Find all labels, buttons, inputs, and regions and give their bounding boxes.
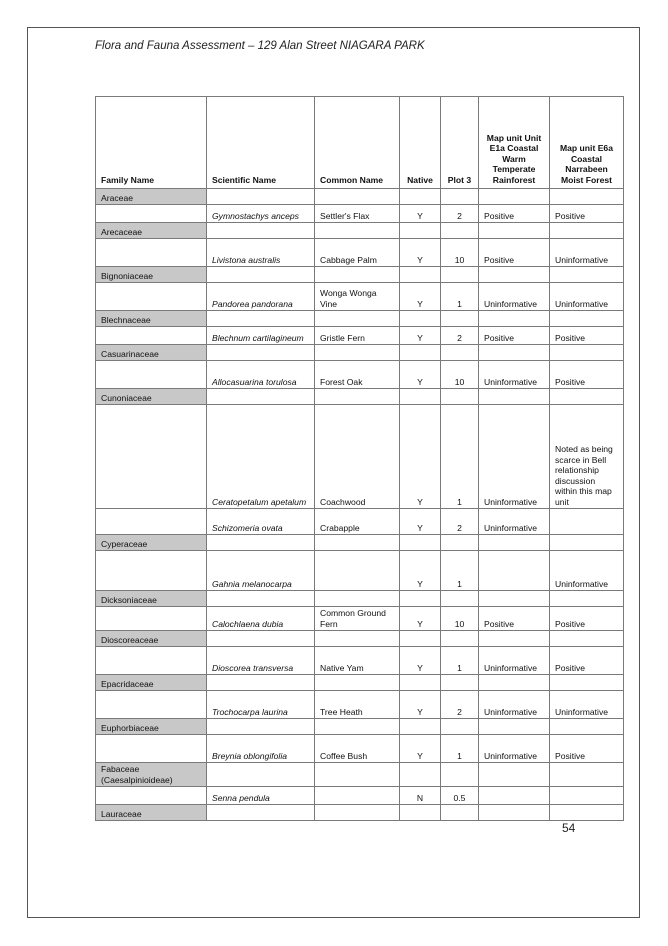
species-table [95, 96, 624, 821]
map-unit-e1a-cell: Uninformative [479, 361, 550, 389]
scientific-name-cell: Pandorea pandorana [207, 283, 315, 311]
scientific-name-cell: Trochocarpa laurina [207, 691, 315, 719]
map-unit-e1a-cell [479, 805, 550, 821]
native-cell: Y [400, 283, 441, 311]
plot-cell: 10 [441, 239, 479, 267]
common-name-cell [315, 719, 400, 735]
map-unit-e6a-cell: Positive [550, 327, 624, 345]
common-name-cell [315, 311, 400, 327]
plot-cell: 2 [441, 327, 479, 345]
common-name-cell [315, 189, 400, 205]
common-name-cell: Wonga Wonga Vine [315, 283, 400, 311]
plot-cell: 1 [441, 735, 479, 763]
map-unit-e6a-cell [550, 787, 624, 805]
table-header-row [96, 97, 624, 189]
native-cell [400, 675, 441, 691]
map-unit-e6a-cell [550, 591, 624, 607]
family-row [96, 675, 624, 691]
plot-cell: 10 [441, 361, 479, 389]
family-name-cell [96, 283, 207, 311]
scientific-name-cell [207, 719, 315, 735]
family-row [96, 267, 624, 283]
family-row [96, 591, 624, 607]
map-unit-e1a-cell [479, 631, 550, 647]
map-unit-e6a-cell: Positive [550, 205, 624, 223]
map-unit-e1a-cell: Positive [479, 607, 550, 631]
header-native: Native [400, 97, 441, 189]
scientific-name-cell: Blechnum cartilagineum [207, 327, 315, 345]
family-name-cell: Euphorbiaceae [96, 719, 207, 735]
header-scientific-name: Scientific Name [207, 97, 315, 189]
plot-cell [441, 631, 479, 647]
common-name-cell: Forest Oak [315, 361, 400, 389]
plot-cell: 2 [441, 509, 479, 535]
family-row [96, 345, 624, 361]
scientific-name-cell [207, 805, 315, 821]
plot-cell [441, 345, 479, 361]
common-name-cell [315, 267, 400, 283]
family-name-cell: Blechnaceae [96, 311, 207, 327]
family-name-cell: Dicksoniaceae [96, 591, 207, 607]
native-cell: Y [400, 239, 441, 267]
plot-cell [441, 805, 479, 821]
plot-cell [441, 223, 479, 239]
family-name-cell [96, 405, 207, 509]
map-unit-e6a-cell [550, 311, 624, 327]
family-name-cell [96, 735, 207, 763]
family-name-cell [96, 691, 207, 719]
family-name-cell [96, 607, 207, 631]
species-row [96, 691, 624, 719]
family-row [96, 535, 624, 551]
native-cell: Y [400, 607, 441, 631]
plot-cell: 1 [441, 283, 479, 311]
family-row [96, 389, 624, 405]
map-unit-e1a-cell: Uninformative [479, 283, 550, 311]
scientific-name-cell: Ceratopetalum apetalum [207, 405, 315, 509]
species-row [96, 283, 624, 311]
map-unit-e1a-cell [479, 719, 550, 735]
species-row [96, 787, 624, 805]
species-row [96, 205, 624, 223]
map-unit-e6a-cell [550, 389, 624, 405]
native-cell [400, 189, 441, 205]
species-row [96, 551, 624, 591]
map-unit-e1a-cell [479, 591, 550, 607]
map-unit-e1a-cell [479, 223, 550, 239]
common-name-cell: Cabbage Palm [315, 239, 400, 267]
common-name-cell: Common Ground Fern [315, 607, 400, 631]
family-name-cell [96, 361, 207, 389]
map-unit-e1a-cell [479, 551, 550, 591]
native-cell: Y [400, 361, 441, 389]
family-name-cell: Cunoniaceae [96, 389, 207, 405]
map-unit-e1a-cell: Uninformative [479, 647, 550, 675]
plot-cell: 2 [441, 205, 479, 223]
plot-cell: 1 [441, 551, 479, 591]
family-row [96, 189, 624, 205]
map-unit-e6a-cell [550, 509, 624, 535]
header-family-name: Family Name [96, 97, 207, 189]
scientific-name-cell: Senna pendula [207, 787, 315, 805]
map-unit-e6a-cell: Noted as being scarce in Bell relationship discussion within this map unit [550, 405, 624, 509]
map-unit-e1a-cell [479, 311, 550, 327]
scientific-name-cell: Livistona australis [207, 239, 315, 267]
species-row [96, 361, 624, 389]
common-name-cell [315, 345, 400, 361]
native-cell [400, 311, 441, 327]
map-unit-e1a-cell: Uninformative [479, 509, 550, 535]
native-cell [400, 389, 441, 405]
common-name-cell: Settler's Flax [315, 205, 400, 223]
table-body [96, 189, 624, 821]
common-name-cell [315, 675, 400, 691]
header-map-unit-e6a: Map unit E6a Coastal Narrabeen Moist Forest [550, 97, 624, 189]
map-unit-e6a-cell [550, 675, 624, 691]
scientific-name-cell [207, 631, 315, 647]
native-cell: Y [400, 691, 441, 719]
common-name-cell: Tree Heath [315, 691, 400, 719]
map-unit-e6a-cell [550, 763, 624, 787]
page-number: 54 [562, 821, 576, 835]
scientific-name-cell [207, 389, 315, 405]
common-name-cell: Coachwood [315, 405, 400, 509]
family-name-cell [96, 787, 207, 805]
species-row [96, 405, 624, 509]
plot-cell [441, 189, 479, 205]
map-unit-e6a-cell: Positive [550, 607, 624, 631]
common-name-cell [315, 763, 400, 787]
family-row [96, 223, 624, 239]
species-row [96, 735, 624, 763]
map-unit-e1a-cell: Positive [479, 205, 550, 223]
scientific-name-cell: Gymnostachys anceps [207, 205, 315, 223]
plot-cell [441, 535, 479, 551]
family-row [96, 719, 624, 735]
scientific-name-cell [207, 223, 315, 239]
map-unit-e1a-cell: Positive [479, 239, 550, 267]
common-name-cell [315, 223, 400, 239]
plot-cell: 0.5 [441, 787, 479, 805]
species-row [96, 607, 624, 631]
plot-cell: 1 [441, 647, 479, 675]
map-unit-e6a-cell [550, 719, 624, 735]
map-unit-e6a-cell [550, 535, 624, 551]
native-cell [400, 345, 441, 361]
plot-cell: 1 [441, 405, 479, 509]
family-row [96, 311, 624, 327]
map-unit-e1a-cell [479, 267, 550, 283]
plot-cell [441, 763, 479, 787]
family-name-cell: Casuarinaceae [96, 345, 207, 361]
common-name-cell [315, 805, 400, 821]
native-cell [400, 763, 441, 787]
map-unit-e6a-cell: Uninformative [550, 551, 624, 591]
scientific-name-cell: Dioscorea transversa [207, 647, 315, 675]
family-row [96, 805, 624, 821]
scientific-name-cell: Allocasuarina torulosa [207, 361, 315, 389]
scientific-name-cell [207, 535, 315, 551]
species-row [96, 327, 624, 345]
scientific-name-cell [207, 189, 315, 205]
native-cell: Y [400, 327, 441, 345]
family-name-cell: Dioscoreaceae [96, 631, 207, 647]
family-name-cell: Cyperaceae [96, 535, 207, 551]
native-cell [400, 631, 441, 647]
native-cell: Y [400, 647, 441, 675]
family-row [96, 763, 624, 787]
scientific-name-cell [207, 311, 315, 327]
family-name-cell [96, 509, 207, 535]
species-row [96, 509, 624, 535]
plot-cell: 2 [441, 691, 479, 719]
common-name-cell: Coffee Bush [315, 735, 400, 763]
common-name-cell [315, 389, 400, 405]
scientific-name-cell [207, 591, 315, 607]
native-cell [400, 719, 441, 735]
species-row [96, 239, 624, 267]
map-unit-e1a-cell: Uninformative [479, 735, 550, 763]
running-header: Flora and Fauna Assessment – 129 Alan Street NIAGARA PARK [95, 40, 425, 52]
map-unit-e6a-cell [550, 267, 624, 283]
scientific-name-cell: Calochlaena dubia [207, 607, 315, 631]
common-name-cell: Gristle Fern [315, 327, 400, 345]
native-cell: N [400, 787, 441, 805]
map-unit-e6a-cell [550, 631, 624, 647]
family-name-cell: Lauraceae [96, 805, 207, 821]
common-name-cell [315, 535, 400, 551]
family-name-cell [96, 327, 207, 345]
native-cell [400, 267, 441, 283]
plot-cell [441, 311, 479, 327]
map-unit-e1a-cell: Uninformative [479, 691, 550, 719]
native-cell [400, 223, 441, 239]
plot-cell [441, 591, 479, 607]
map-unit-e6a-cell [550, 345, 624, 361]
header-map-unit-e1a: Map unit Unit E1a Coastal Warm Temperate Rainforest [479, 97, 550, 189]
common-name-cell [315, 787, 400, 805]
common-name-cell [315, 591, 400, 607]
map-unit-e1a-cell: Positive [479, 327, 550, 345]
map-unit-e6a-cell: Positive [550, 647, 624, 675]
map-unit-e6a-cell [550, 805, 624, 821]
map-unit-e1a-cell [479, 763, 550, 787]
family-row [96, 631, 624, 647]
family-name-cell [96, 647, 207, 675]
map-unit-e6a-cell: Uninformative [550, 283, 624, 311]
plot-cell: 10 [441, 607, 479, 631]
native-cell [400, 535, 441, 551]
map-unit-e6a-cell: Uninformative [550, 691, 624, 719]
family-name-cell: Bignoniaceae [96, 267, 207, 283]
map-unit-e1a-cell [479, 389, 550, 405]
family-name-cell: Araceae [96, 189, 207, 205]
map-unit-e6a-cell [550, 189, 624, 205]
family-name-cell: Epacridaceae [96, 675, 207, 691]
map-unit-e1a-cell [479, 345, 550, 361]
family-name-cell [96, 205, 207, 223]
scientific-name-cell [207, 267, 315, 283]
native-cell: Y [400, 735, 441, 763]
map-unit-e6a-cell [550, 223, 624, 239]
common-name-cell [315, 551, 400, 591]
native-cell [400, 805, 441, 821]
common-name-cell: Native Yam [315, 647, 400, 675]
common-name-cell [315, 631, 400, 647]
native-cell: Y [400, 551, 441, 591]
native-cell: Y [400, 205, 441, 223]
species-row [96, 647, 624, 675]
plot-cell [441, 389, 479, 405]
common-name-cell: Crabapple [315, 509, 400, 535]
native-cell: Y [400, 509, 441, 535]
family-name-cell [96, 239, 207, 267]
map-unit-e1a-cell [479, 189, 550, 205]
map-unit-e6a-cell: Positive [550, 361, 624, 389]
map-unit-e6a-cell: Uninformative [550, 239, 624, 267]
family-name-cell: Arecaceae [96, 223, 207, 239]
header-common-name: Common Name [315, 97, 400, 189]
scientific-name-cell [207, 675, 315, 691]
map-unit-e1a-cell [479, 787, 550, 805]
map-unit-e6a-cell: Positive [550, 735, 624, 763]
scientific-name-cell: Schizomeria ovata [207, 509, 315, 535]
map-unit-e1a-cell [479, 535, 550, 551]
map-unit-e1a-cell: Uninformative [479, 405, 550, 509]
map-unit-e1a-cell [479, 675, 550, 691]
plot-cell [441, 675, 479, 691]
native-cell: Y [400, 405, 441, 509]
scientific-name-cell: Breynia oblongifolia [207, 735, 315, 763]
scientific-name-cell [207, 763, 315, 787]
family-name-cell: Fabaceae (Caesalpinioideae) [96, 763, 207, 787]
header-plot: Plot 3 [441, 97, 479, 189]
native-cell [400, 591, 441, 607]
plot-cell [441, 719, 479, 735]
family-name-cell [96, 551, 207, 591]
plot-cell [441, 267, 479, 283]
scientific-name-cell: Gahnia melanocarpa [207, 551, 315, 591]
scientific-name-cell [207, 345, 315, 361]
